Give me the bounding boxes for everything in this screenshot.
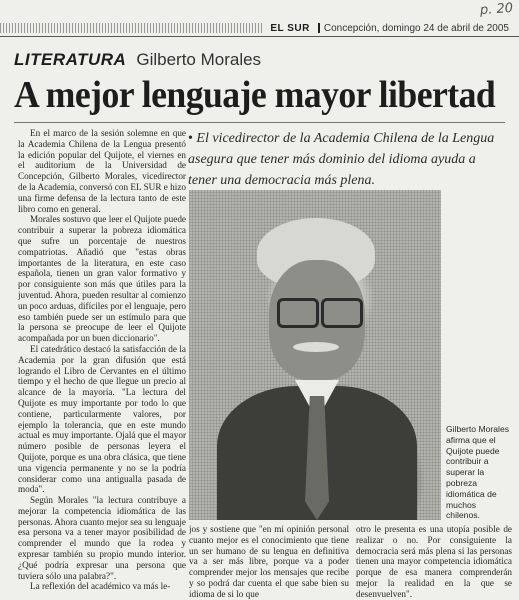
handwritten-page-note: p. 20 bbox=[479, 0, 514, 19]
headline-rule bbox=[14, 122, 505, 123]
newspaper-name: EL SUR bbox=[270, 22, 310, 34]
body-paragraph: jos y sostiene que "en mi opinión personal cuanto mejor es el conocimiento que tiene un ser humano de su lengua en definitiva va a ser más libre, porque va a poder comprender mejor los mensajes que recibe y so podrá dar cuenta el que sabe bien su idioma de si lo que bbox=[189, 524, 349, 599]
masthead-separator bbox=[318, 23, 320, 33]
lead-paragraph bbox=[188, 128, 502, 191]
body-paragraph: Según Morales "la lectura contribuye a mejorar la competencia idiomática de las personas. Ahora cuanto mejor sea su lenguaje esa persona va a tener mayor posibilidad de comprender el mundo que la rodea y expresar también su propio mundo interior. ¿Qué podría expresar una persona que tuviera sólo una palabra?". bbox=[18, 495, 186, 581]
photo-glasses-left bbox=[277, 298, 319, 328]
section-tag: LITERATURA bbox=[14, 50, 127, 69]
photo-caption: Gilberto Morales afirma que el Quijote puede contribuir a superar la pobreza idiomática de muchos chilenos. bbox=[446, 424, 510, 521]
body-paragraph: El catedrático destacó la satisfacción de la Academia por la gran difusión que está logrando el Libro de Cervantes en el último tiempo y el hecho de que llegue un precio al alcance de la mayoría. "La lectura del Quijote es muy importante por todo lo que contiene, particularmente valores, por ejemplo la tolerancia, que en este mundo actual es muy importante. Ojalá que el mayor número posible de personas leyera el Quijote, porque es una obra clásica, que tiene una vigencia permanente y no se la podría considerar como una antigualla pasada de moda". bbox=[18, 343, 186, 495]
body-paragraph: Morales sostuvo que leer el Quijote puede contribuir a superar la pobreza idiomática que sufre un porcentaje de nuestros compatriotas. Añadió que "estas obras importantes de la literatura, en este caso española, tienen un gran valor formativo y por consiguiente son más que útiles para la juventud. Ahora, pueden resultar al comienzo un poco arduas, difíciles por el lenguaje, pero eso también puede ser un estímulo para que la persona se preocupe de leer el Quijote acompañada por un buen diccionario". bbox=[18, 214, 186, 344]
body-paragraph: otro le presenta es una utopía posible de realizar o no. Por consiguiente la democracia será más plena si las personas tienen una mayor competencia idiomática porque de esa manera comprenderán mejor la realidad en la que se desenvuelven". bbox=[356, 524, 512, 599]
photo-glasses-right bbox=[321, 298, 363, 328]
byline-author: Gilberto Morales bbox=[136, 50, 262, 69]
body-paragraph: En el marco de la sesión solemne en que la Academia Chilena de la Lengua presentó la edición popular del Quijote, el viernes en el auditorium de la Universidad de Concepción, Gilberto Morales, vicedirector de la Academia, conversó con EL SUR e hizo una firme defensa de la lectura tanto de este libro como en general. bbox=[18, 128, 186, 214]
lead-bullet: • bbox=[188, 131, 193, 146]
headline: A mejor lenguaje mayor libertad bbox=[14, 74, 496, 116]
body-column-left bbox=[18, 128, 186, 598]
masthead-bar bbox=[0, 20, 519, 37]
portrait-photo bbox=[189, 190, 441, 520]
body-column-right bbox=[356, 524, 512, 600]
body-column-middle bbox=[189, 524, 349, 600]
masthead-hatch bbox=[0, 23, 264, 33]
lead-text: El vicedirector de la Academia Chilena de la Lengua asegura que tener más dominio del idioma ayuda a tener una democracia más plena. bbox=[188, 131, 495, 188]
section-header bbox=[14, 50, 261, 70]
date-line: Concepción, domingo 24 de abril de 2005 bbox=[323, 22, 509, 34]
photo-mustache bbox=[293, 342, 339, 352]
body-paragraph: La reflexión del académico va más le- bbox=[30, 581, 171, 592]
